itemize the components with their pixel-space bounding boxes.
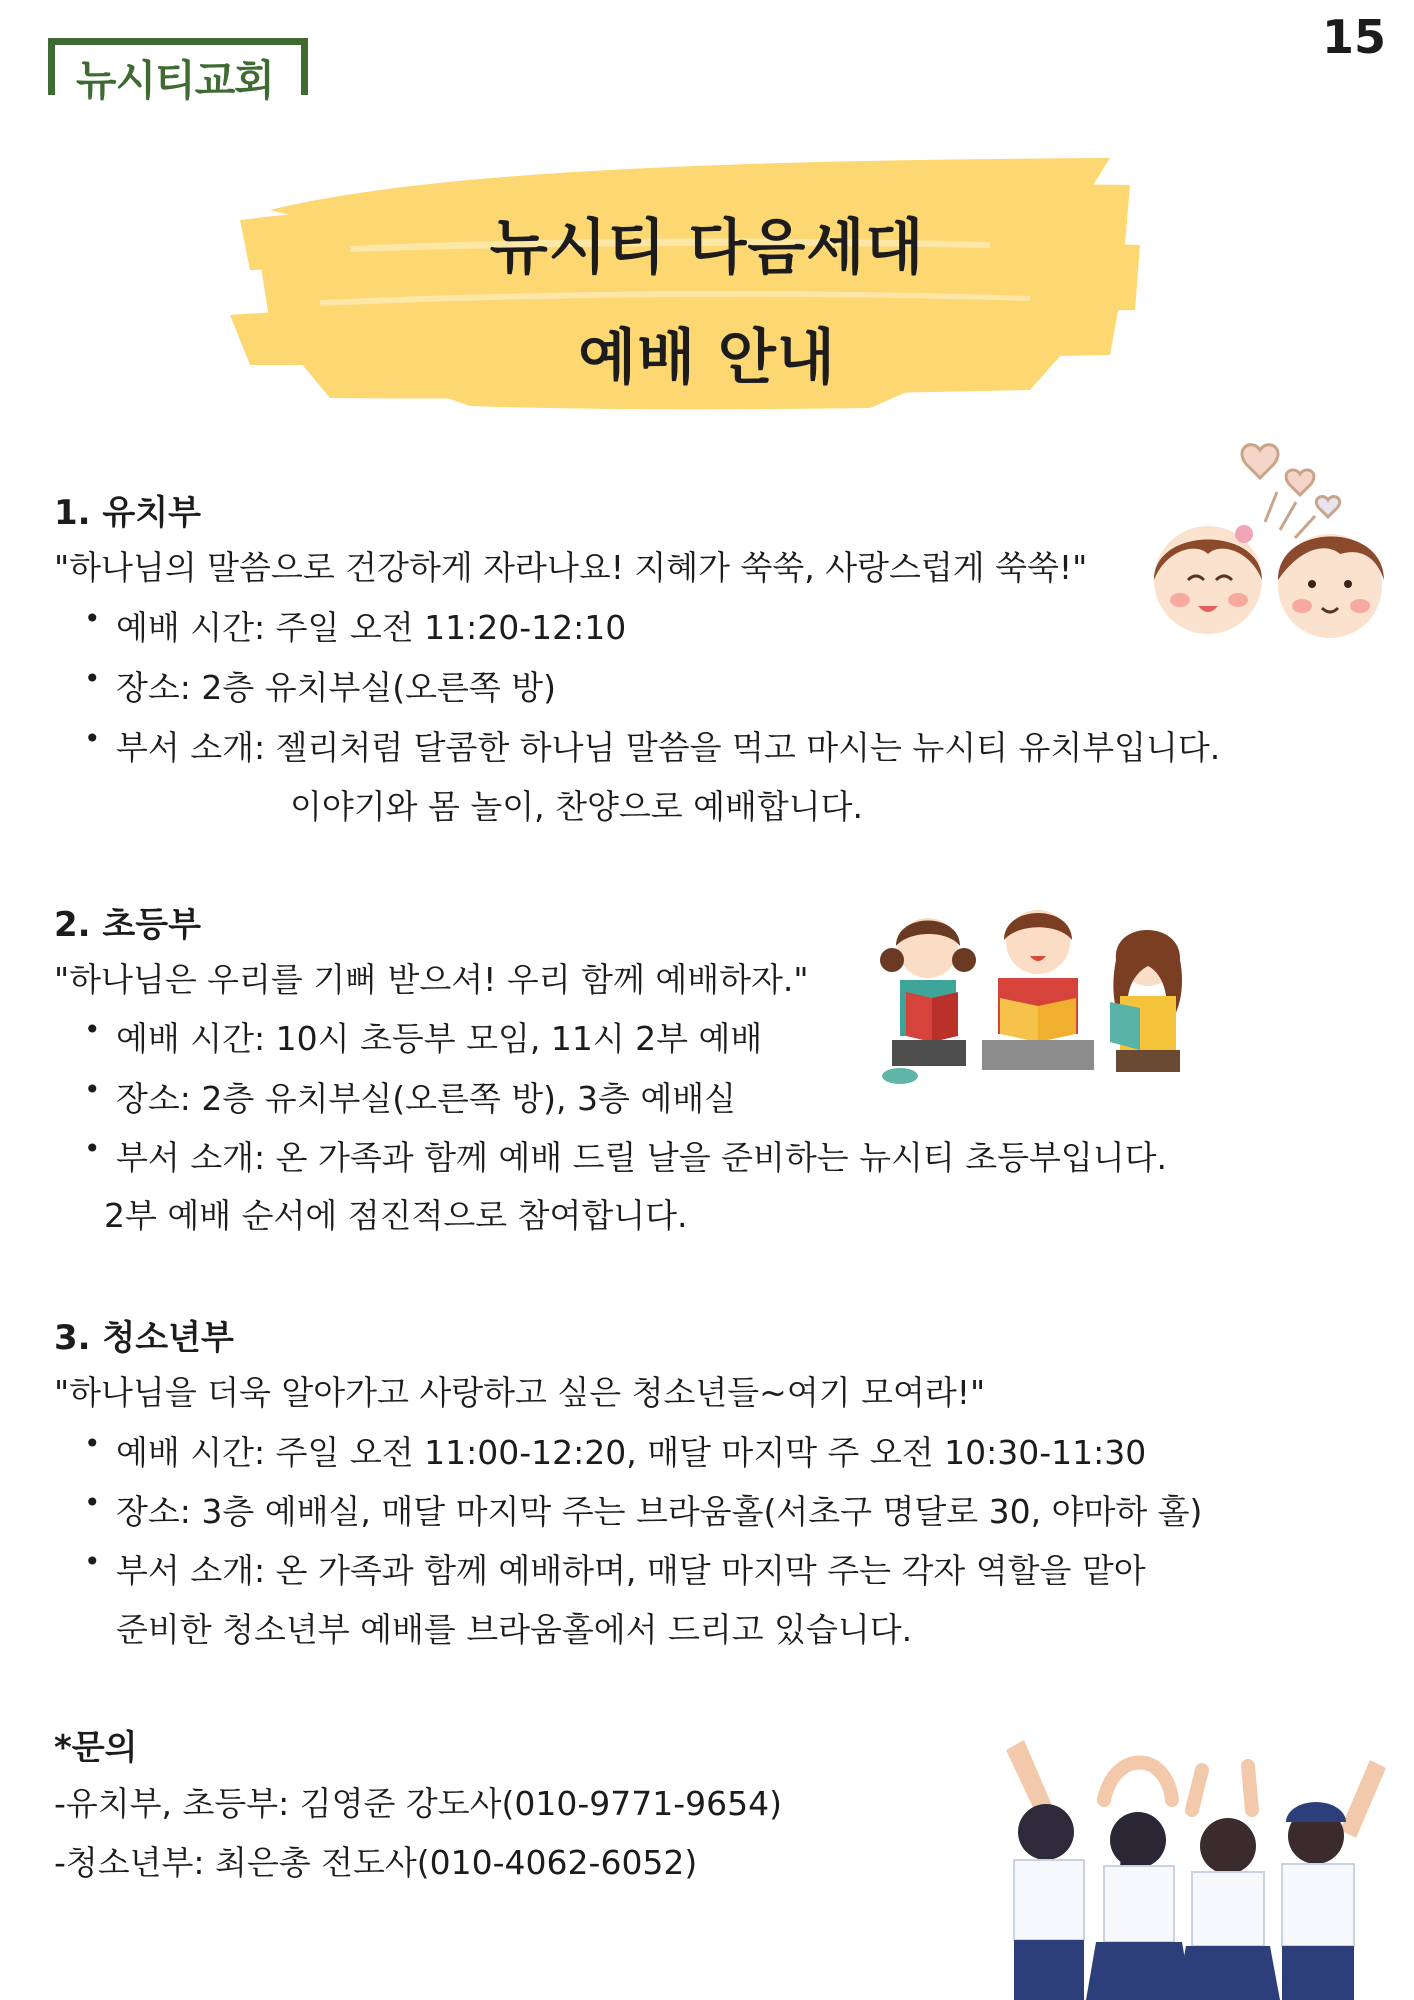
bullet: • xyxy=(84,1545,101,1578)
section-heading-kindergarten: 1. 유치부 xyxy=(54,493,201,533)
page-number: 15 xyxy=(1321,10,1386,64)
contact-line: -청소년부: 최은총 전도사(010-4062-6052) xyxy=(54,1843,698,1882)
list-item-continuation: 이야기와 몸 놀이, 찬양으로 예배합니다. xyxy=(290,787,863,826)
title-line-1: 뉴시티 다음세대 xyxy=(489,213,925,283)
section-quote-elementary: "하나님은 우리를 기뻐 받으셔! 우리 함께 예배하자." xyxy=(54,960,809,999)
list-item xyxy=(84,1427,1147,1474)
list-item-text: 부서 소개: 온 가족과 함께 예배하며, 매달 마지막 주는 각자 역할을 맡아 xyxy=(116,1551,1146,1590)
list-item-text: 예배 시간: 주일 오전 11:20-12:10 xyxy=(116,608,627,647)
list-item-continuation: 2부 예배 순서에 점진적으로 참여합니다. xyxy=(104,1196,688,1235)
list-item xyxy=(84,1545,1146,1592)
list-item-continuation: 준비한 청소년부 예배를 브라움홀에서 드리고 있습니다. xyxy=(116,1610,913,1649)
bullet: • xyxy=(84,602,101,635)
contact-heading: *문의 xyxy=(54,1728,138,1768)
list-item xyxy=(84,1013,763,1060)
section-heading-elementary: 2. 초등부 xyxy=(54,905,201,945)
bullet: • xyxy=(84,1486,101,1519)
list-item xyxy=(84,602,627,649)
list-item xyxy=(84,662,556,709)
logo-text: 뉴시티교회 xyxy=(70,48,280,108)
list-item xyxy=(84,1073,736,1120)
list-item xyxy=(84,1486,1203,1533)
list-item xyxy=(84,1132,1167,1179)
section-quote-youth: "하나님을 더욱 알아가고 사랑하고 싶은 청소년들~여기 모여라!" xyxy=(54,1373,986,1412)
section-quote-kindergarten: "하나님의 말씀으로 건강하게 자라나요! 지혜가 쑥쑥, 사랑스럽게 쑥쑥!" xyxy=(54,548,1088,587)
list-item-text: 예배 시간: 10시 초등부 모임, 11시 2부 예배 xyxy=(116,1019,763,1058)
title-line-2: 예배 안내 xyxy=(578,323,836,393)
bullet: • xyxy=(84,1132,101,1165)
list-item-text: 부서 소개: 젤리처럼 달콤한 하나님 말씀을 먹고 마시는 뉴시티 유치부입니다. xyxy=(116,728,1221,767)
bullet: • xyxy=(84,1427,101,1460)
bullet: • xyxy=(84,662,101,695)
list-item-text: 장소: 3층 예배실, 매달 마지막 주는 브라움홀(서초구 명달로 30, 야마하 홀) xyxy=(116,1492,1203,1531)
section-heading-youth: 3. 청소년부 xyxy=(54,1318,234,1358)
three-kids-reading-icon xyxy=(870,900,1210,1100)
bullet: • xyxy=(84,1013,101,1046)
list-item-text: 장소: 2층 유치부실(오른쪽 방) xyxy=(116,668,556,707)
bullet: • xyxy=(84,722,101,755)
teens-cheering-icon xyxy=(996,1730,1396,2000)
two-kids-faces-icon xyxy=(1140,430,1400,650)
list-item-text: 부서 소개: 온 가족과 함께 예배 드릴 날을 준비하는 뉴시티 초등부입니다. xyxy=(116,1138,1167,1177)
list-item-text: 장소: 2층 유치부실(오른쪽 방), 3층 예배실 xyxy=(116,1079,736,1118)
list-item xyxy=(84,722,1221,769)
contact-line: -유치부, 초등부: 김영준 강도사(010-9771-9654) xyxy=(54,1784,783,1823)
list-item-text: 예배 시간: 주일 오전 11:00-12:20, 매달 마지막 주 오전 10:30-11:30 xyxy=(116,1433,1147,1472)
bullet: • xyxy=(84,1073,101,1106)
church-logo xyxy=(48,38,298,105)
